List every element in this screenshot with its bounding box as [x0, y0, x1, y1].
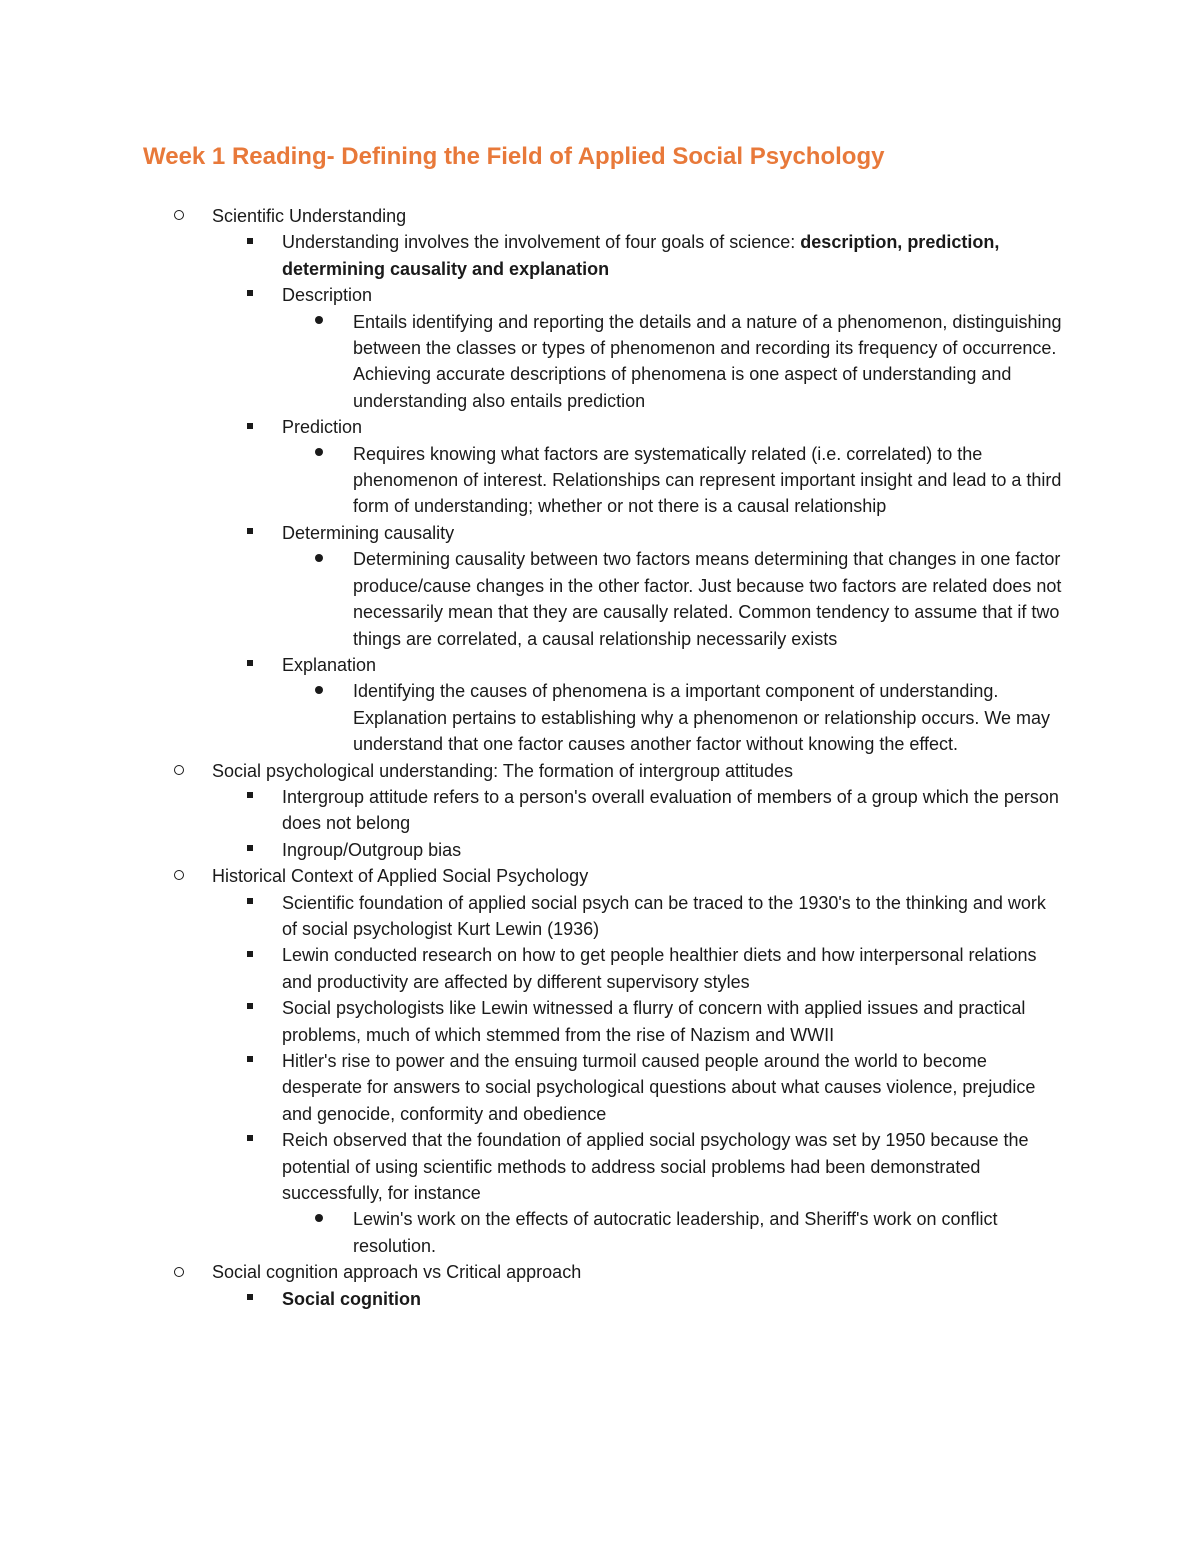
list-item-text-bold: description, prediction, determining causality and explanation: [282, 232, 1000, 279]
list-item-text: Determining causality between two factors means determining that changes in one factor produce/cause changes in the other factor. Just because two factors are related does not necessarily mean that they are causally related. Common tendency to assume that if two things are correlated, a causal relationship necessarily exists: [353, 549, 1062, 649]
list-item-text: Entails identifying and reporting the details and a nature of a phenomenon, distinguishing between the classes or types of phenomenon and recording its frequency of occurrence. Achieving accurate descriptions of phenomena is one aspect of understanding and understanding also entails prediction: [353, 311, 1062, 411]
outline-level3-item: [0, 309, 1063, 415]
square-bullet-icon: [247, 1286, 253, 1312]
hollow-circle-bullet-icon: [174, 863, 184, 889]
outline-level2-item: [0, 995, 1062, 1048]
outline-level3-item: [0, 1206, 1063, 1259]
list-item-text-bold: Social cognition: [282, 1288, 422, 1309]
square-bullet-icon: [247, 942, 253, 968]
notes-outline: [0, 203, 1200, 1312]
list-item-text: Social psychologists like Lewin witnessed a flurry of concern with applied issues and practical problems, much of which stemmed from the rise of Nazism and WWII: [282, 998, 1026, 1045]
hollow-circle-bullet-icon: [174, 203, 184, 229]
outline-level3-item: [0, 678, 1063, 757]
list-item-text: Identifying the causes of phenomena is a important component of understanding. Explanation pertains to establishing why a phenomenon or relationship occurs. We may understand that one factor causes another factor without knowing the effect.: [353, 681, 1051, 755]
list-item-text: Scientific foundation of applied social psych can be traced to the 1930's to the thinking and work of social psychologist Kurt Lewin (1936): [282, 892, 1046, 939]
list-item-text: Description: [282, 285, 373, 306]
square-bullet-icon: [247, 282, 253, 308]
list-item-text: [282, 1286, 1062, 1312]
list-item-text: Ingroup/Outgroup bias: [282, 839, 462, 860]
filled-dot-bullet-icon: [315, 1206, 323, 1232]
outline-level3-item: [0, 441, 1063, 520]
square-bullet-icon: [247, 520, 253, 546]
outline-level2-item: [0, 1286, 1062, 1312]
document-title: Week 1 Reading- Defining the Field of Applied Social Psychology: [143, 143, 885, 170]
outline-level2-item: [0, 1048, 1062, 1127]
hollow-circle-bullet-icon: [174, 1259, 184, 1285]
outline-level2-item: [0, 890, 1062, 943]
square-bullet-icon: [247, 1048, 253, 1074]
outline-level3-item: [0, 546, 1063, 652]
list-item-text: [282, 229, 1062, 282]
list-item-text-regular: Understanding involves the involvement of four goals of science:: [282, 232, 801, 253]
outline-level1-item: [0, 1259, 1062, 1285]
hollow-circle-bullet-icon: [174, 758, 184, 784]
list-item-text: Determining causality: [282, 522, 455, 543]
list-item-text: Lewin's work on the effects of autocratic leadership, and Sheriff's work on conflict resolution.: [353, 1209, 998, 1256]
outline-level2-item: [0, 942, 1062, 995]
square-bullet-icon: [247, 837, 253, 863]
square-bullet-icon: [247, 652, 253, 678]
list-item-text: Requires knowing what factors are systematically related (i.e. correlated) to the phenomenon of interest. Relationships can represent important insight and lead to a third form of understanding; whether or not there is a causal relationship: [353, 443, 1062, 517]
square-bullet-icon: [247, 784, 253, 810]
square-bullet-icon: [247, 890, 253, 916]
filled-dot-bullet-icon: [315, 309, 323, 335]
section-heading: Social cognition approach vs Critical approach: [212, 1262, 582, 1283]
outline-level2-item: [0, 652, 1062, 678]
list-item-text: Hitler's rise to power and the ensuing turmoil caused people around the world to become desperate for answers to social psychological questions about what causes violence, prejudice and genocide, conformity and obedience: [282, 1051, 1036, 1124]
outline-level1-item: [0, 863, 1062, 889]
outline-level2-item: [0, 784, 1062, 837]
square-bullet-icon: [247, 1127, 253, 1153]
outline-level1-item: [0, 758, 1062, 784]
outline-level2-item: [0, 520, 1062, 546]
section-heading: Social psychological understanding: The formation of intergroup attitudes: [212, 760, 794, 781]
filled-dot-bullet-icon: [315, 546, 323, 572]
list-item-text: Intergroup attitude refers to a person's overall evaluation of members of a group which the person does not belong: [282, 786, 1059, 834]
list-item-text: Lewin conducted research on how to get people healthier diets and how interpersonal relations and productivity are affected by different supervisory styles: [282, 945, 1037, 992]
outline-level2-item: [0, 414, 1062, 440]
outline-level2-item: [0, 282, 1062, 308]
filled-dot-bullet-icon: [315, 441, 323, 467]
square-bullet-icon: [247, 414, 253, 440]
outline-level2-item: [0, 229, 1062, 282]
square-bullet-icon: [247, 229, 253, 255]
outline-level2-item: [0, 837, 1062, 863]
section-heading: Scientific Understanding: [212, 206, 407, 226]
filled-dot-bullet-icon: [315, 678, 323, 704]
list-item-text: Reich observed that the foundation of applied social psychology was set by 1950 because the potential of using scientific methods to address social problems had been demonstrated successfully, for instance: [282, 1130, 1029, 1204]
square-bullet-icon: [247, 995, 253, 1021]
list-item-text: Prediction: [282, 417, 363, 438]
outline-level1-item: [0, 203, 1062, 229]
list-item-text: Explanation: [282, 654, 377, 675]
section-heading: Historical Context of Applied Social Psychology: [212, 866, 589, 887]
outline-level2-item: [0, 1127, 1062, 1206]
